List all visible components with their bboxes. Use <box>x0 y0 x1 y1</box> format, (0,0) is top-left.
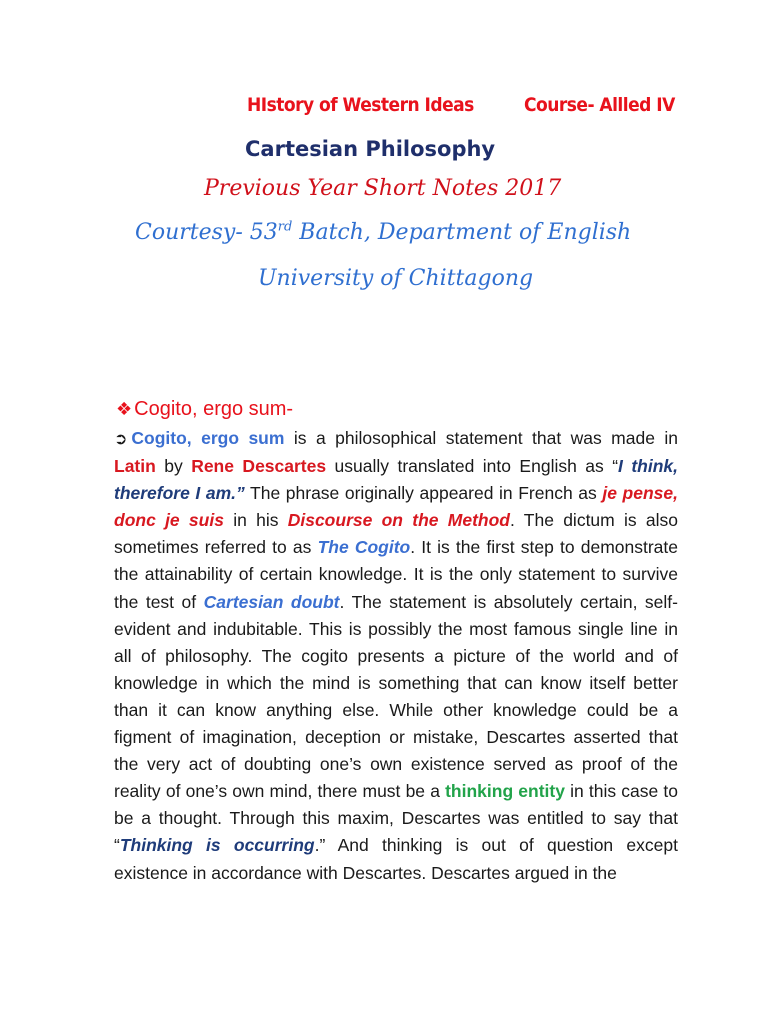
text-run: . The statement is absolutely certain, self-evident and indubitable. This is possibly the most famous single line in all of philosophy. The cogito presents a picture of the world and of knowledge in which the mind is something that can know itself better than it can know anything else. While other knowledge could be a figment of imagination, deception or mistake, Descartes asserted that the very act of doubting one’s own existence served as proof of the reality of one’s own mind, there must be a <box>114 591 678 802</box>
notes-line: Previous Year Short Notes 2017 <box>204 176 562 201</box>
course-title: HIstory of Western Ideas <box>247 94 474 116</box>
term-the-cogito: The Cogito <box>317 537 411 558</box>
term-i-think: I think, therefore I am.” <box>114 456 679 504</box>
courtesy-line <box>135 220 631 245</box>
courtesy-superscript: rd <box>277 219 293 235</box>
term-thinking-entity: thinking entity <box>445 781 565 802</box>
body-paragraph <box>114 425 678 887</box>
term-cogito: Cogito, ergo sum <box>131 428 285 448</box>
text-run: by <box>155 456 192 477</box>
term-cartesian-doubt: Cartesian doubt <box>203 591 340 612</box>
term-latin: Latin <box>114 456 156 477</box>
text-run: is a philosophical statement that was made in <box>284 428 678 448</box>
text-run: .” And thinking is out of question except existence in accordance with Descartes. Descartes argued in the <box>114 835 678 883</box>
term-thinking-is-occurring: Thinking is occurring <box>119 835 315 856</box>
text-run: in his <box>223 510 288 531</box>
text-run: usually translated into English as “ <box>326 456 619 477</box>
arrow-bullet-icon: ➲ <box>114 431 128 448</box>
term-rene-descartes: Rene Descartes <box>191 456 327 477</box>
term-discourse-on-method: Discourse on the Method <box>287 510 510 531</box>
text-run: in this case to be a thought. Through this maxim, Descartes was entitled to say that “ <box>114 781 678 856</box>
courtesy-suffix: Batch, Department of English <box>292 220 632 245</box>
diamond-bullet-icon: ❖ <box>116 399 133 419</box>
courtesy-prefix: Courtesy- 53 <box>135 220 278 245</box>
document-subtitle: Cartesian Philosophy <box>245 137 496 161</box>
university-line: University of Chittagong <box>258 266 534 291</box>
text-run: . The dictum is also sometimes referred to as <box>114 510 679 558</box>
section-heading-text: Cogito, ergo sum- <box>134 398 294 420</box>
text-run: The phrase originally appeared in French as <box>244 483 603 504</box>
section-heading <box>116 398 293 421</box>
text-run: . It is the first step to demonstrate the attainability of certain knowledge. It is the only statement to survive the test of <box>114 537 679 612</box>
term-je-pense: je pense, donc je suis <box>114 483 678 531</box>
course-code: Course- Allled IV <box>524 94 675 116</box>
